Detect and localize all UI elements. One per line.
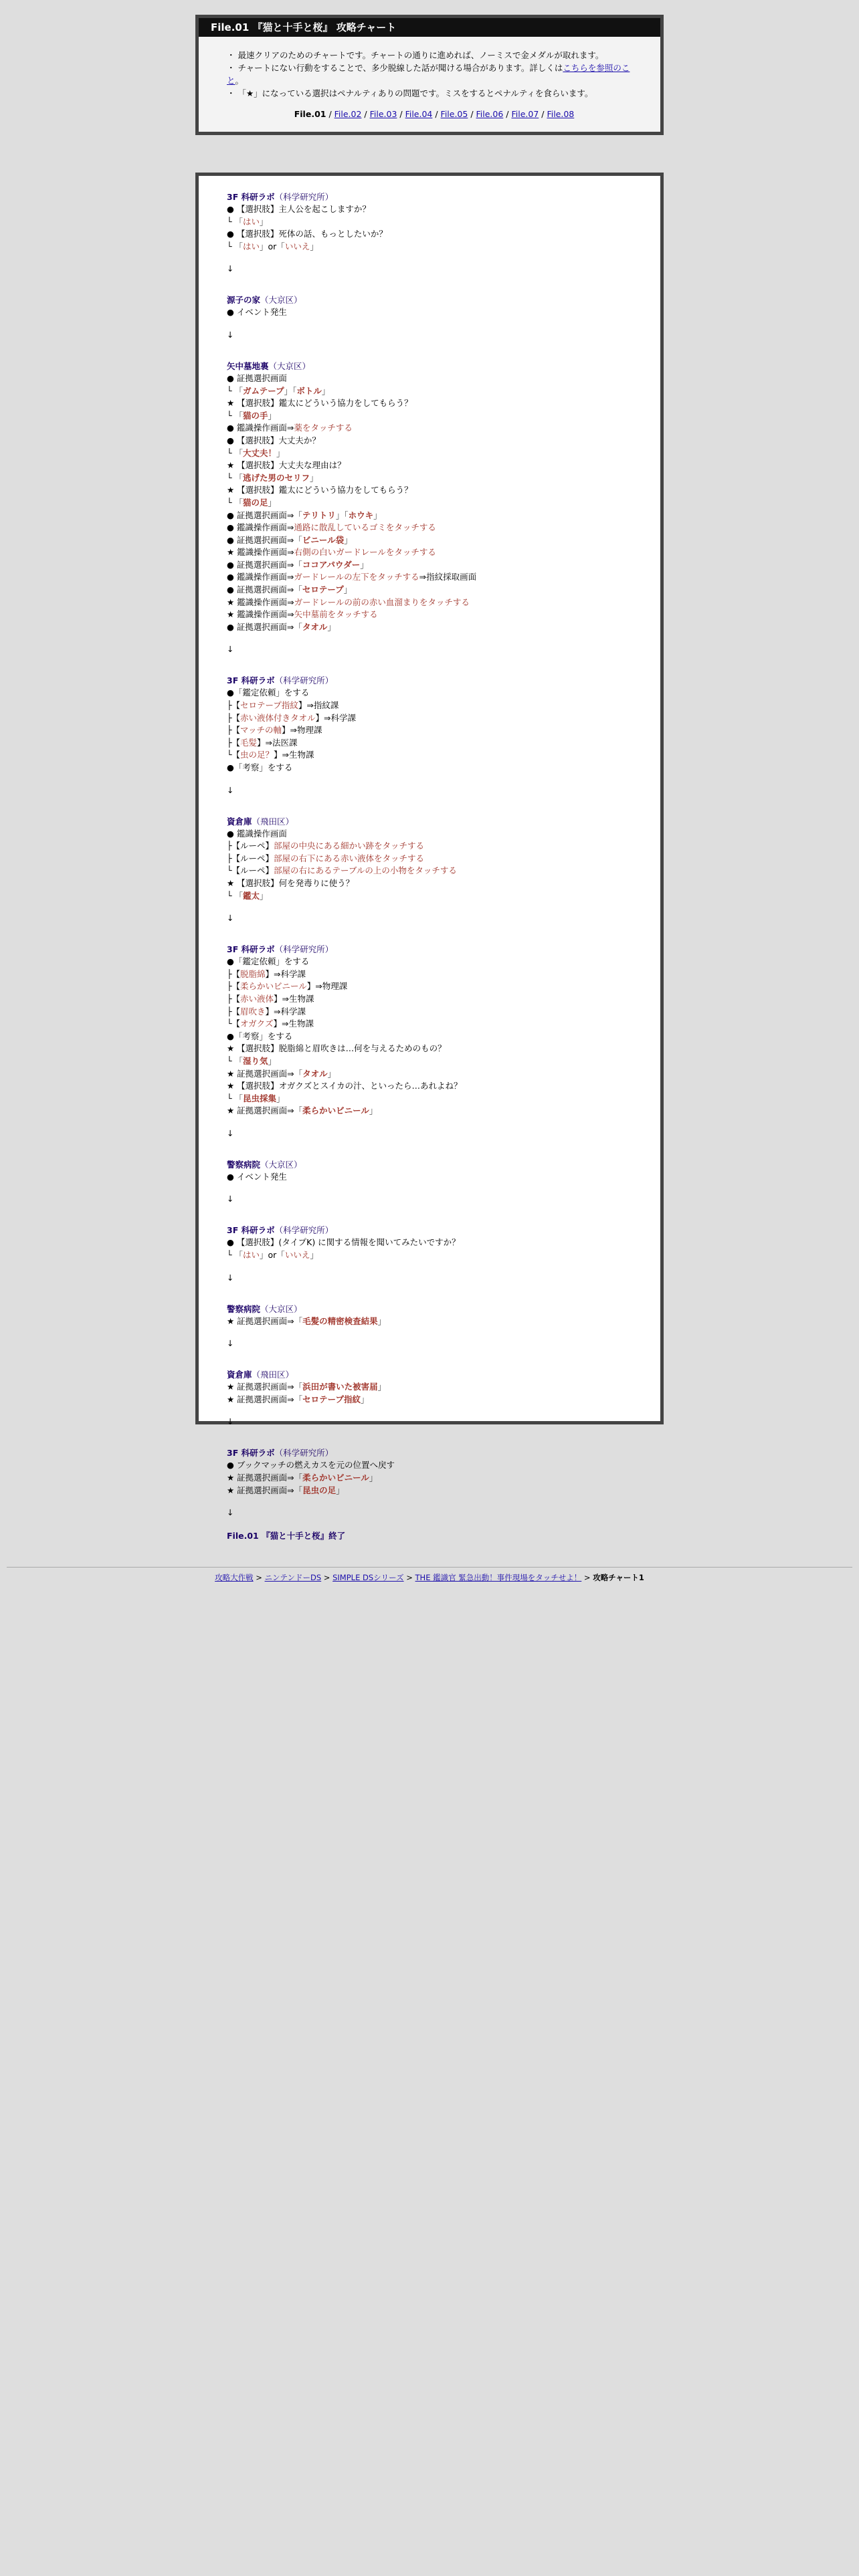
chart-step	[227, 749, 660, 762]
location-area: （飛田区）	[252, 1370, 294, 1380]
chart-step	[227, 1472, 660, 1485]
step-text: └ 「	[227, 472, 243, 483]
step-text: ★ 鑑識操作画面⇒	[227, 609, 294, 620]
highlight-text: はい	[243, 241, 260, 251]
chart-step	[227, 397, 660, 410]
step-text: ● 鑑識操作画面	[227, 828, 287, 839]
footer-divider	[7, 1567, 852, 1568]
step-text: └ 「	[227, 385, 243, 396]
step-text: └ 「	[227, 1055, 243, 1066]
location-area: （科学研究所）	[274, 192, 334, 202]
location-name: 資倉庫	[227, 816, 252, 827]
chart-section	[227, 815, 660, 903]
file-link-08[interactable]: File.08	[547, 109, 575, 119]
chart-step	[227, 877, 660, 890]
step-text: ★ 鑑識操作画面⇒	[227, 597, 294, 607]
step-text: 】⇒指紋課	[298, 700, 339, 711]
highlight-text: いいえ	[284, 1250, 310, 1261]
next-step-arrow: ↓	[227, 1194, 234, 1204]
step-text: ● 【選択肢】死体の話、もっとしたいか？	[227, 229, 387, 239]
section-title	[227, 1303, 660, 1315]
step-text: ★ 証拠選択画面⇒「	[227, 1382, 303, 1392]
step-text: 」or「	[260, 1250, 285, 1261]
chart-step	[227, 865, 660, 877]
section-title	[227, 1446, 660, 1459]
highlight-text: 部屋の右にあるテーブルの上の小物をタッチする	[274, 865, 457, 876]
chart-step	[227, 241, 660, 253]
highlight-text: はい	[243, 216, 260, 227]
location-area: （科学研究所）	[274, 1225, 334, 1236]
next-step-arrow: ↓	[227, 784, 234, 795]
highlight-text: マッチの軸	[240, 725, 282, 736]
step-text: ● 鑑識操作画面⇒	[227, 572, 294, 582]
note-2-text: ・ チャートにない行動をすることで、多少脱線した話が聞ける場合があります。詳しくは	[227, 63, 563, 73]
chart-sections	[227, 191, 660, 1519]
highlight-text: 脱脂綿	[240, 968, 266, 979]
chart-step	[227, 1485, 660, 1497]
highlight-text: ガードレールの前の赤い血溜まりをタッチする	[294, 597, 470, 607]
step-text: ● 証拠選択画面	[227, 372, 287, 383]
chart-step	[227, 737, 660, 750]
section-title	[227, 1368, 660, 1381]
step-text: 」	[268, 1055, 277, 1066]
step-text: 」	[327, 621, 336, 632]
chart-step	[227, 1394, 660, 1406]
chart-step	[227, 1315, 660, 1328]
highlight-text: はい	[243, 1250, 260, 1261]
highlight-text: 部屋の右下にある赤い液体をタッチする	[274, 853, 425, 863]
chart-step	[227, 559, 660, 572]
location-area: （大京区）	[268, 360, 311, 371]
step-text: 」	[369, 1105, 378, 1116]
note-2-end: 。	[235, 76, 244, 86]
file-link-07[interactable]: File.07	[511, 109, 539, 119]
highlight-text: 猫の足	[243, 497, 268, 508]
chart-section	[227, 1368, 660, 1406]
next-step-arrow: ↓	[227, 913, 234, 924]
chart-step	[227, 216, 660, 229]
chart-step	[227, 497, 660, 510]
chart-step	[227, 1237, 660, 1249]
highlight-text: 鑑太	[243, 890, 260, 901]
location-area: （大京区）	[260, 1159, 302, 1170]
section-title	[227, 943, 660, 956]
step-text: └ 「	[227, 410, 243, 421]
section-title	[227, 674, 660, 687]
chart-header-panel	[195, 15, 664, 135]
step-text: 】⇒科学課	[315, 712, 357, 723]
step-text: ├【	[227, 737, 241, 748]
highlight-text: テリトリ	[302, 510, 336, 520]
step-text: ★ 【選択肢】鑑太にどういう協力をしてもらう？	[227, 485, 413, 496]
chart-step	[227, 484, 660, 497]
section-title	[227, 294, 660, 306]
highlight-text: 大丈夫！	[243, 447, 277, 458]
highlight-text: 柔らかいビニール	[302, 1105, 369, 1116]
breadcrumb-sep: >	[403, 1573, 415, 1582]
highlight-text: セロテープ指紋	[302, 1394, 361, 1404]
step-text: ● 【選択肢】(タイプK) に関する情報を聞いてみたいですか？	[227, 1237, 460, 1248]
step-text: └【	[227, 1018, 241, 1029]
step-text: ●「鑑定依頼」をする	[227, 687, 310, 698]
chart-step	[227, 534, 660, 547]
step-text: ● ブックマッチの燃えカスを元の位置へ戻す	[227, 1460, 395, 1471]
step-text: 】⇒物理課	[282, 725, 322, 736]
location-area: （大京区）	[260, 295, 302, 306]
location-name: 3F 科研ラボ	[227, 944, 275, 955]
highlight-text: 赤い液体	[240, 993, 274, 1004]
step-text: 」	[377, 1382, 387, 1392]
chart-section	[227, 1303, 660, 1328]
step-text: 」	[276, 1093, 285, 1103]
page-title: File.01 『猫と十手と桜』 攻略チャート	[199, 18, 660, 37]
chart-step	[227, 700, 660, 712]
step-text: ● イベント発生	[227, 307, 287, 318]
chart-step	[227, 1043, 660, 1055]
chart-step	[227, 1080, 660, 1093]
section-title	[227, 191, 660, 203]
chart-step	[227, 1171, 660, 1184]
next-step-arrow: ↓	[227, 1128, 234, 1138]
step-text: ● 証拠選択画面⇒「	[227, 534, 302, 545]
chart-section	[227, 360, 660, 633]
step-text: ●「考察」をする	[227, 762, 293, 772]
step-text: ★ 鑑識操作画面⇒	[227, 547, 294, 558]
step-text: ├【	[227, 981, 241, 992]
step-text: ★ 【選択肢】脱脂綿と眉吹きは…何を与えるためのもの？	[227, 1043, 446, 1054]
step-text: 」	[369, 1473, 378, 1483]
step-text: 】⇒物理課	[306, 981, 348, 992]
chart-step	[227, 1105, 660, 1117]
highlight-text: タオル	[302, 621, 328, 632]
chart-step	[227, 422, 660, 435]
location-area: （飛田区）	[252, 816, 294, 827]
chart-step	[227, 447, 660, 460]
highlight-text: 毛髪	[240, 737, 258, 748]
chart-step	[227, 510, 660, 522]
step-text: └ 「	[227, 447, 243, 458]
step-text: 」	[336, 1485, 345, 1495]
step-text: 」	[310, 472, 318, 483]
highlight-text: 猫の手	[243, 410, 268, 421]
highlight-text: ビニール袋	[302, 534, 345, 545]
step-text: 」	[327, 1068, 337, 1079]
note-3: ・ 「★」になっている選択はペナルティありの問題です。ミスをするとペナルティを食らいます。	[227, 88, 593, 98]
highlight-text: いいえ	[284, 241, 310, 251]
step-text: 」	[377, 1315, 387, 1326]
step-text: 」	[276, 447, 285, 458]
step-text: 」	[360, 559, 369, 570]
step-text: ├【	[227, 1006, 241, 1016]
note-2	[227, 62, 642, 87]
step-text: ★ 証拠選択画面⇒「	[227, 1473, 303, 1483]
chart-step	[227, 203, 660, 216]
step-text: └【	[227, 750, 241, 760]
step-text: └【ルーペ】	[227, 865, 274, 876]
breadcrumb	[0, 1572, 859, 1583]
highlight-text: 眉吹き	[240, 1006, 266, 1016]
highlight-text: 矢中墓前をタッチする	[294, 609, 378, 620]
step-text: ★ 証拠選択画面⇒「	[227, 1105, 303, 1116]
location-area: （大京区）	[260, 1303, 302, 1314]
highlight-text: 湿り気	[243, 1055, 268, 1066]
highlight-text: 部屋の中央にある細かい跡をタッチする	[274, 841, 425, 851]
step-text: ★ 【選択肢】鑑太にどういう協力をしてもらう？	[227, 398, 413, 409]
next-step-arrow: ↓	[227, 329, 234, 340]
step-text: ├【	[227, 725, 241, 736]
location-name: 3F 科研ラボ	[227, 675, 275, 686]
step-text: ★ 証拠選択画面⇒「	[227, 1394, 303, 1404]
chart-step	[227, 712, 660, 725]
location-name: 警察病院	[227, 1159, 261, 1170]
chart-step	[227, 522, 660, 534]
chart-step	[227, 546, 660, 559]
file-link-05[interactable]: File.05	[440, 109, 468, 119]
file-link-04[interactable]: File.04	[405, 109, 433, 119]
step-text: 」	[260, 216, 268, 227]
step-text: ● 【選択肢】主人公を起こしますか？	[227, 204, 371, 214]
chart-section	[227, 943, 660, 1117]
section-title	[227, 1158, 660, 1171]
step-text: ├【ルーペ】	[227, 853, 274, 863]
chart-step	[227, 1068, 660, 1081]
step-text: 」	[373, 510, 382, 520]
chart-step	[227, 980, 660, 993]
step-text: ★ 証拠選択画面⇒「	[227, 1068, 303, 1079]
chart-step	[227, 228, 660, 241]
reference-link[interactable]: こちらを参照のこと	[227, 63, 630, 86]
highlight-text: セロテープ指紋	[240, 700, 298, 711]
location-area: （科学研究所）	[274, 675, 334, 686]
step-text: 」	[344, 534, 353, 545]
step-text: ★ 【選択肢】何を発毒りに使う？	[227, 877, 355, 888]
step-text: 】⇒科学課	[265, 968, 306, 979]
breadcrumb-simple-ds[interactable]: SIMPLE DSシリーズ	[332, 1573, 404, 1582]
chart-step	[227, 762, 660, 774]
chart-section	[227, 1446, 660, 1497]
chart-step	[227, 1018, 660, 1031]
current-file: File.01	[294, 109, 326, 119]
highlight-text: ガードレールの左下をタッチする	[294, 572, 419, 582]
step-text: ● 証拠選択画面⇒「	[227, 559, 302, 570]
step-text: ├【	[227, 700, 241, 711]
breadcrumb-sep: >	[253, 1573, 265, 1582]
step-text: ●「考察」をする	[227, 1031, 293, 1041]
step-text: 」	[268, 497, 277, 508]
step-text: ● 鑑識操作画面⇒	[227, 522, 294, 533]
step-text: 」	[310, 1250, 318, 1261]
step-text: └ 「	[227, 497, 243, 508]
chart-step	[227, 609, 660, 621]
step-text: ★ 【選択肢】大丈夫な理由は？	[227, 460, 346, 471]
chart-step	[227, 571, 660, 584]
step-text: 」	[268, 410, 277, 421]
step-text: └ 「	[227, 1093, 243, 1103]
location-area: （科学研究所）	[274, 1448, 334, 1459]
chart-step	[227, 1031, 660, 1043]
note-1: ・ 最速クリアのためのチャートです。チャートの通りに進めれば、ノーミスで金メダルが取れます。	[227, 50, 604, 60]
highlight-text: 薬をタッチする	[294, 423, 353, 433]
step-text: └ 「	[227, 216, 243, 227]
chart-section	[227, 674, 660, 774]
highlight-text: 赤い液体付きタオル	[240, 712, 316, 723]
step-text: 」	[361, 1394, 369, 1404]
next-step-arrow: ↓	[227, 263, 234, 274]
location-name: 3F 科研ラボ	[227, 192, 275, 202]
chart-step	[227, 435, 660, 447]
highlight-text: 柔らかいビニール	[240, 981, 307, 992]
notes	[199, 37, 660, 120]
step-text: 」	[260, 890, 268, 901]
step-text: ├【	[227, 968, 241, 979]
step-text: 】⇒生物課	[274, 750, 314, 760]
location-name: 警察病院	[227, 1303, 261, 1314]
chart-step	[227, 306, 660, 319]
step-text: └ 「	[227, 1250, 243, 1261]
chart-step	[227, 1249, 660, 1262]
file-link-03[interactable]: File.03	[369, 109, 397, 119]
next-step-arrow: ↓	[227, 1338, 234, 1349]
highlight-text: タオル	[302, 1068, 328, 1079]
highlight-text: ガムテープ	[243, 385, 284, 396]
chart-section	[227, 1158, 660, 1184]
chart-step	[227, 687, 660, 700]
step-text: 】⇒生物課	[274, 993, 314, 1004]
chart-step	[227, 584, 660, 597]
chart-step	[227, 621, 660, 634]
chart-step	[227, 472, 660, 485]
step-text: ● 【選択肢】大丈夫か？	[227, 435, 320, 445]
location-area: （科学研究所）	[274, 944, 334, 955]
next-step-arrow: ↓	[227, 644, 234, 655]
next-step-arrow: ↓	[227, 1272, 234, 1283]
location-name: 3F 科研ラボ	[227, 1448, 275, 1459]
location-name: 3F 科研ラボ	[227, 1225, 275, 1236]
highlight-text: ボトル	[296, 385, 322, 396]
step-text: ├【	[227, 993, 241, 1004]
step-text: ●「鑑定依頼」をする	[227, 956, 310, 967]
highlight-text: ホウキ	[348, 510, 374, 520]
step-text: ● 証拠選択画面⇒「	[227, 510, 302, 520]
chart-step	[227, 1055, 660, 1068]
highlight-text: 右側の白いガードレールをタッチする	[294, 547, 436, 558]
chart-step	[227, 372, 660, 385]
chart-step	[227, 890, 660, 903]
chart-step	[227, 828, 660, 841]
chart-step	[227, 853, 660, 865]
section-title	[227, 815, 660, 828]
step-text: ● イベント発生	[227, 1171, 287, 1182]
chart-step	[227, 993, 660, 1006]
chart-step	[227, 1381, 660, 1394]
chart-step	[227, 1093, 660, 1105]
chart-step	[227, 385, 660, 398]
highlight-text: オガクズ	[240, 1018, 274, 1029]
highlight-text: 昆虫の足	[302, 1485, 337, 1495]
step-text: ★ 証拠選択画面⇒「	[227, 1315, 303, 1326]
highlight-text: 逃げた男のセリフ	[243, 472, 310, 483]
step-text: 】⇒法医課	[257, 737, 298, 748]
step-text: ● 鑑識操作画面⇒	[227, 423, 294, 433]
file-link-06[interactable]: File.06	[476, 109, 504, 119]
chart-step	[227, 956, 660, 968]
step-text: 」	[310, 241, 318, 251]
step-text: ★ 証拠選択画面⇒「	[227, 1485, 303, 1495]
next-step-arrow: ↓	[227, 1416, 234, 1427]
chart-step	[227, 968, 660, 981]
highlight-text: 柔らかいビニール	[302, 1473, 369, 1483]
breadcrumb-current: 攻略チャート1	[593, 1573, 644, 1582]
step-text: 】⇒生物課	[273, 1018, 314, 1029]
step-text: └ 「	[227, 241, 243, 251]
chart-step	[227, 1006, 660, 1018]
step-text: 】⇒科学課	[265, 1006, 306, 1016]
step-text: ⇒指紋採取画面	[419, 572, 477, 582]
chart-step	[227, 459, 660, 472]
step-text: 」「	[335, 510, 349, 520]
breadcrumb-sep: >	[321, 1573, 333, 1582]
breadcrumb-home[interactable]: 攻略大作戦	[215, 1573, 254, 1582]
file-nav: File.01 / File.02 / File.03 / File.04 / File.05 / File.06 / File.07 / File.08	[294, 109, 575, 119]
walkthrough-chart	[195, 173, 664, 1541]
chart-step	[227, 410, 660, 423]
breadcrumb-ds[interactable]: ニンテンドーDS	[264, 1573, 322, 1582]
highlight-text: 毛髪の精密検査結果	[302, 1315, 378, 1326]
chart-section	[227, 191, 660, 253]
step-text: ├【	[227, 712, 241, 723]
highlight-text: 浜田が書いた被害届	[302, 1382, 378, 1392]
location-name: 矢中墓地裏	[227, 360, 269, 371]
step-text: ★ 【選択肢】オガクズとスイカの汁、といったら…あれよね？	[227, 1081, 462, 1091]
breadcrumb-game[interactable]: THE 鑑識官 緊急出動！事件現場をタッチせよ！	[415, 1573, 582, 1582]
step-text: 」or「	[260, 241, 285, 251]
chart-step	[227, 840, 660, 853]
next-step-arrow: ↓	[227, 1507, 234, 1518]
step-text: 」	[343, 584, 353, 595]
chart-section	[227, 1224, 660, 1261]
section-title	[227, 360, 660, 372]
chart-step	[227, 597, 660, 609]
breadcrumb-sep: >	[581, 1573, 593, 1582]
highlight-text: 虫の足？	[240, 750, 274, 760]
step-text: ├【ルーペ】	[227, 841, 274, 851]
chart-step	[227, 724, 660, 737]
chart-step	[227, 1459, 660, 1472]
highlight-text: 通路に散乱しているゴミをタッチする	[294, 522, 436, 533]
highlight-text: 昆虫採集	[243, 1093, 277, 1103]
highlight-text: ココアパウダー	[302, 559, 361, 570]
location-name: 源子の家	[227, 295, 261, 306]
file-link-02[interactable]: File.02	[334, 109, 362, 119]
chart-end: File.01 『猫と十手と桜』終了	[227, 1531, 346, 1541]
section-title	[227, 1224, 660, 1237]
step-text: ● 証拠選択画面⇒「	[227, 584, 302, 595]
step-text: ● 証拠選択画面⇒「	[227, 621, 302, 632]
step-text: 」	[321, 385, 330, 396]
step-text: 」「	[284, 385, 297, 396]
step-text: └ 「	[227, 890, 243, 901]
location-name: 資倉庫	[227, 1370, 252, 1380]
highlight-text: セロテープ	[302, 584, 344, 595]
chart-section	[227, 294, 660, 319]
